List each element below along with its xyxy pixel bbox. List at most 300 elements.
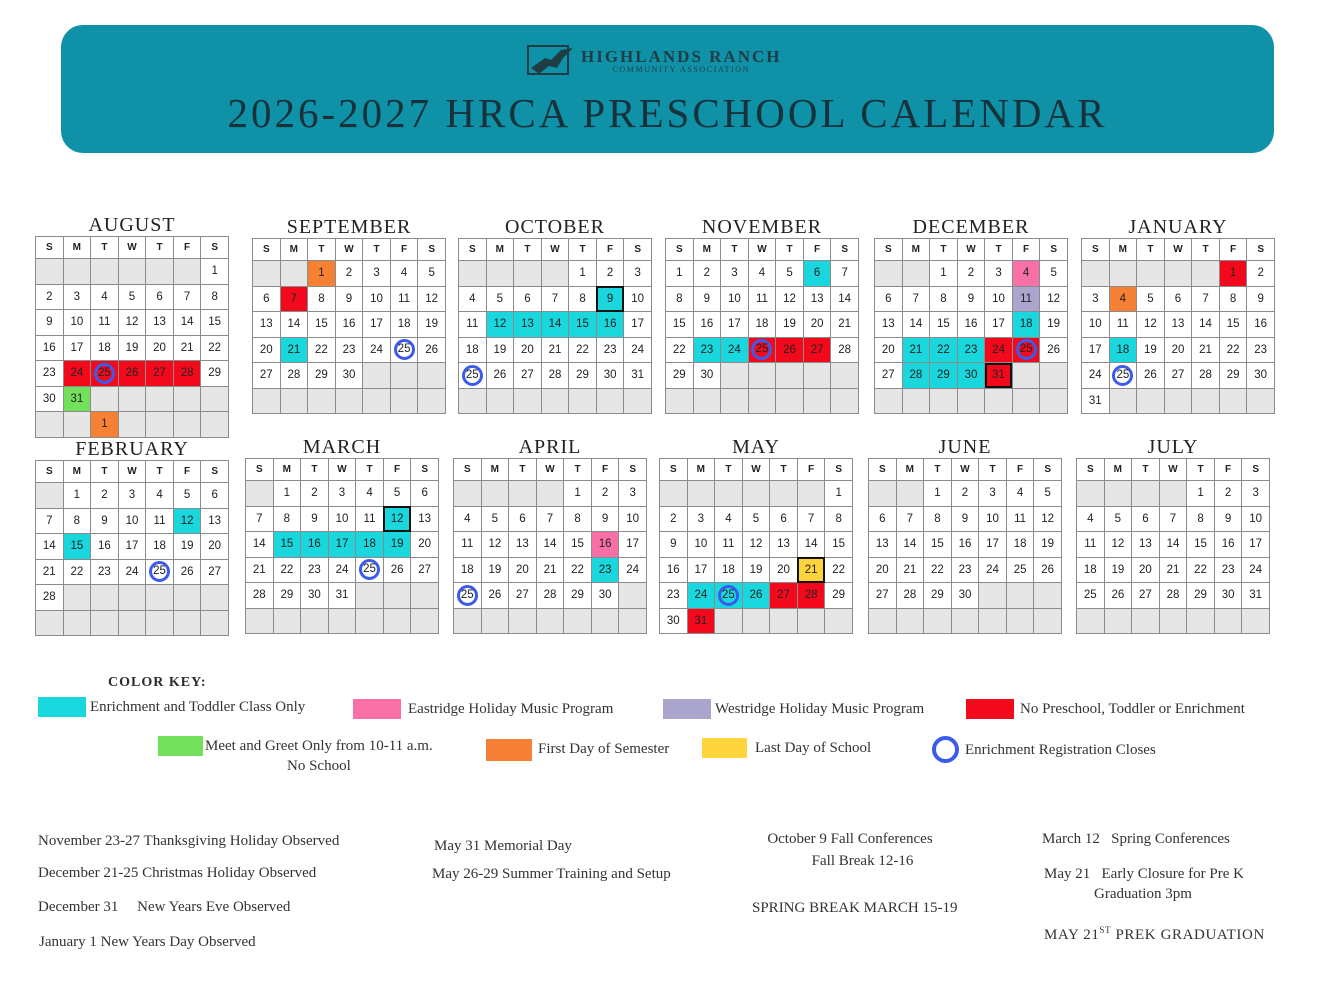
month-name: FEBRUARY: [75, 438, 189, 460]
note-early-closure: May 21 Early Closure for Pre K: [1044, 866, 1244, 882]
day-number: 21: [1166, 563, 1180, 576]
day-cell: [803, 337, 831, 363]
week-row: [875, 388, 1068, 414]
week-row: [36, 310, 229, 336]
empty-cell: [770, 481, 798, 507]
day-number: 23: [308, 563, 321, 576]
empty-cell: [721, 363, 749, 389]
day-number: 19: [1047, 318, 1061, 331]
day-cell: [748, 337, 776, 363]
day-cell: [273, 532, 301, 558]
day-cell: [1082, 337, 1110, 363]
note-fall-break: Fall Break 12-16: [811, 853, 914, 869]
week-row: [869, 481, 1062, 507]
day-cell: [666, 337, 694, 363]
note-prek-graduation-date: MAY 21: [1044, 927, 1100, 943]
empty-cell: [335, 388, 363, 414]
day-number: 20: [1139, 563, 1152, 576]
day-cell: [253, 363, 281, 389]
day-number: 29: [672, 369, 686, 382]
day-number: 22: [672, 343, 686, 356]
day-cell: [1242, 532, 1270, 558]
note-new-years-day: January 1 New Years Day Observed: [39, 934, 256, 950]
day-cell: [356, 506, 384, 532]
day-number: 16: [700, 318, 714, 331]
note-spring-break: SPRING BREAK MARCH 15-19: [752, 900, 958, 916]
empty-cell: [63, 412, 91, 438]
empty-cell: [173, 585, 201, 611]
day-cell: [770, 506, 798, 532]
empty-cell: [418, 388, 446, 414]
day-cell: [924, 532, 952, 558]
day-cell: [91, 508, 119, 534]
empty-cell: [514, 261, 542, 287]
day-number: 21: [543, 563, 557, 576]
day-number: 20: [1171, 343, 1185, 356]
day-cell: [63, 483, 91, 509]
day-number: 30: [42, 392, 56, 405]
day-cell: [63, 284, 91, 310]
day-number: 6: [519, 512, 526, 525]
month-name: AUGUST: [88, 214, 176, 236]
key-westridge: [663, 699, 924, 719]
weekday-header: S: [1040, 239, 1068, 261]
day-cell: [985, 363, 1013, 389]
day-cell: [63, 508, 91, 534]
day-number: 22: [937, 343, 950, 356]
empty-cell: [803, 388, 831, 414]
week-row: [454, 481, 647, 507]
day-number: 14: [42, 540, 56, 553]
day-cell: [541, 337, 569, 363]
day-cell: [91, 412, 119, 438]
note-fall-conferences: October 9 Fall Conferences: [767, 831, 933, 847]
weekday-header: M: [687, 459, 715, 481]
day-number: 13: [1171, 318, 1185, 331]
day-cell: [979, 532, 1007, 558]
day-cell: [91, 335, 119, 361]
day-number: 6: [263, 292, 270, 305]
day-cell: [118, 335, 146, 361]
day-cell: [564, 583, 592, 609]
day-number: 9: [670, 538, 677, 551]
week-row: [1077, 532, 1270, 558]
day-number: 31: [70, 392, 84, 405]
day-cell: [509, 506, 537, 532]
weekday-header: W: [1159, 459, 1187, 481]
weekday-header-row: [36, 461, 229, 483]
month-august: [35, 214, 229, 438]
day-number: 11: [398, 292, 411, 305]
day-number: 3: [373, 267, 380, 280]
day-cell: [454, 506, 482, 532]
empty-cell: [1104, 481, 1132, 507]
weekday-header: T: [91, 237, 119, 259]
day-cell: [335, 261, 363, 287]
day-cell: [1034, 481, 1062, 507]
day-number: 28: [1199, 369, 1212, 382]
day-cell: [715, 557, 743, 583]
weekday-header: F: [797, 459, 825, 481]
week-row: [660, 583, 853, 609]
day-number: 17: [986, 538, 999, 551]
day-cell: [246, 557, 274, 583]
day-number: 18: [397, 318, 411, 331]
day-cell: [36, 534, 64, 560]
week-row: [36, 483, 229, 509]
note-spring-conferences: March 12 Spring Conferences: [1042, 831, 1230, 847]
day-cell: [411, 557, 439, 583]
empty-cell: [118, 585, 146, 611]
empty-cell: [1159, 608, 1187, 634]
day-number: 11: [755, 292, 768, 305]
key-swatch: [158, 736, 203, 756]
day-number: 21: [287, 343, 301, 356]
weekday-header: S: [1077, 459, 1105, 481]
day-number: 2: [670, 512, 677, 525]
day-number: 26: [1144, 369, 1157, 382]
day-number: 8: [835, 512, 842, 525]
day-cell: [776, 286, 804, 312]
day-cell: [536, 532, 564, 558]
key-label: Last Day of School: [755, 740, 872, 756]
day-cell: [869, 583, 897, 609]
empty-cell: [624, 388, 652, 414]
weekday-header: F: [173, 461, 201, 483]
day-number: 4: [1087, 512, 1094, 525]
day-number: 23: [700, 343, 714, 356]
day-number: 18: [1019, 318, 1033, 331]
day-number: 12: [488, 538, 502, 551]
empty-cell: [1012, 388, 1040, 414]
day-cell: [1159, 532, 1187, 558]
day-cell: [356, 557, 384, 583]
day-number: 23: [1221, 563, 1235, 576]
day-cell: [797, 557, 825, 583]
day-cell: [390, 286, 418, 312]
day-cell: [979, 481, 1007, 507]
day-cell: [797, 506, 825, 532]
weekday-header: T: [770, 459, 798, 481]
day-number: 25: [1083, 589, 1097, 602]
empty-cell: [619, 608, 647, 634]
day-cell: [301, 583, 329, 609]
week-row: [253, 261, 446, 287]
empty-cell: [459, 388, 487, 414]
weekday-header: M: [63, 461, 91, 483]
empty-cell: [979, 583, 1007, 609]
day-cell: [201, 361, 229, 387]
key-swatch: [38, 697, 86, 717]
day-cell: [1219, 312, 1247, 338]
day-number: 13: [777, 538, 790, 551]
day-number: 4: [1119, 292, 1127, 305]
empty-cell: [328, 608, 356, 634]
day-cell: [687, 506, 715, 532]
day-number: 15: [672, 318, 686, 331]
day-number: 30: [1254, 369, 1268, 382]
day-cell: [721, 261, 749, 287]
day-cell: [481, 532, 509, 558]
month-april: [453, 436, 647, 634]
weekday-header: W: [1164, 239, 1192, 261]
day-number: 28: [903, 589, 917, 602]
day-number: 11: [153, 514, 166, 527]
day-number: 27: [881, 369, 895, 382]
day-number: 8: [574, 512, 581, 525]
weekday-header: T: [985, 239, 1013, 261]
empty-cell: [1034, 608, 1062, 634]
day-number: 3: [634, 267, 641, 280]
day-cell: [459, 337, 487, 363]
day-number: 24: [1088, 369, 1102, 382]
empty-cell: [486, 261, 514, 287]
day-cell: [173, 534, 201, 560]
day-cell: [797, 532, 825, 558]
day-number: 31: [335, 589, 349, 602]
week-row: [36, 259, 229, 285]
empty-cell: [1137, 261, 1165, 287]
empty-cell: [1164, 261, 1192, 287]
weekday-header: W: [957, 239, 985, 261]
day-cell: [356, 481, 384, 507]
key-label: Enrichment and Toddler Class Only: [90, 699, 306, 715]
key-label-line1: Meet and Greet Only from 10-11 a.m.: [205, 738, 433, 754]
empty-cell: [91, 259, 119, 285]
day-cell: [951, 532, 979, 558]
weekday-header: T: [1192, 239, 1220, 261]
day-number: 1: [934, 487, 941, 500]
day-cell: [1109, 312, 1137, 338]
day-cell: [985, 312, 1013, 338]
weekday-header: S: [246, 459, 274, 481]
day-number: 30: [1221, 589, 1235, 602]
day-number: 5: [1050, 267, 1057, 280]
empty-cell: [201, 412, 229, 438]
empty-cell: [1187, 608, 1215, 634]
empty-cell: [569, 388, 597, 414]
day-cell: [776, 312, 804, 338]
weekday-header: S: [201, 461, 229, 483]
month-table: [665, 238, 859, 414]
day-cell: [1132, 506, 1160, 532]
day-cell: [328, 506, 356, 532]
day-number: 17: [70, 341, 84, 354]
empty-cell: [356, 608, 384, 634]
day-number: 11: [461, 538, 474, 551]
empty-cell: [564, 608, 592, 634]
day-cell: [36, 284, 64, 310]
day-number: 3: [989, 487, 996, 500]
day-cell: [383, 481, 411, 507]
day-number: 19: [1144, 343, 1157, 356]
day-number: 30: [603, 369, 617, 382]
day-number: 18: [722, 563, 735, 576]
day-number: 14: [543, 538, 557, 551]
weekday-header: T: [1132, 459, 1160, 481]
empty-cell: [619, 583, 647, 609]
empty-cell: [280, 388, 308, 414]
day-number: 13: [259, 318, 273, 331]
registration-circle-icon: 25: [359, 559, 380, 580]
empty-cell: [91, 386, 119, 412]
day-cell: [454, 583, 482, 609]
day-cell: [596, 337, 624, 363]
day-number: 26: [1111, 589, 1125, 602]
day-number: 1: [318, 267, 325, 280]
empty-cell: [146, 259, 174, 285]
day-cell: [1159, 557, 1187, 583]
day-cell: [825, 532, 853, 558]
day-number: 26: [180, 565, 194, 578]
day-cell: [721, 312, 749, 338]
day-cell: [146, 483, 174, 509]
day-cell: [875, 337, 903, 363]
empty-cell: [63, 610, 91, 636]
day-cell: [1012, 337, 1040, 363]
empty-cell: [541, 261, 569, 287]
weekday-header: T: [776, 239, 804, 261]
day-cell: [591, 532, 619, 558]
month-september: [252, 216, 446, 414]
day-number: 3: [338, 487, 346, 500]
day-cell: [1219, 261, 1247, 287]
empty-cell: [383, 583, 411, 609]
day-number: 22: [931, 563, 944, 576]
day-cell: [383, 557, 411, 583]
day-cell: [118, 559, 146, 585]
day-number: 26: [425, 343, 439, 356]
weekday-header: W: [335, 239, 363, 261]
empty-cell: [825, 608, 853, 634]
week-row: [1082, 388, 1275, 414]
week-row: [246, 557, 439, 583]
day-cell: [91, 310, 119, 336]
empty-cell: [1040, 363, 1068, 389]
day-cell: [36, 310, 64, 336]
day-number: 1: [1197, 487, 1204, 500]
day-number: 9: [606, 292, 614, 305]
empty-cell: [390, 363, 418, 389]
day-cell: [569, 261, 597, 287]
empty-cell: [541, 388, 569, 414]
note-christmas: December 21-25 Christmas Holiday Observed: [38, 865, 317, 881]
day-number: 5: [1147, 292, 1154, 305]
day-number: 8: [211, 290, 218, 303]
day-cell: [591, 506, 619, 532]
weekday-header-row: [454, 459, 647, 481]
day-number: 9: [345, 292, 353, 305]
weekday-header: M: [896, 459, 924, 481]
empty-cell: [1159, 481, 1187, 507]
week-row: [454, 506, 647, 532]
day-number: 28: [804, 589, 818, 602]
empty-cell: [363, 363, 391, 389]
week-row: [253, 363, 446, 389]
empty-cell: [481, 481, 509, 507]
day-cell: [1040, 337, 1068, 363]
day-number: 16: [964, 318, 978, 331]
week-row: [253, 337, 446, 363]
empty-cell: [253, 388, 281, 414]
day-cell: [742, 583, 770, 609]
month-table: [245, 458, 439, 634]
weekday-header: M: [1104, 459, 1132, 481]
weekday-header: W: [118, 461, 146, 483]
day-cell: [253, 286, 281, 312]
day-cell: [930, 337, 958, 363]
month-table: [868, 458, 1062, 634]
empty-cell: [1077, 608, 1105, 634]
weekday-header: T: [308, 239, 336, 261]
note-prek-graduation-text: PREK GRADUATION: [1111, 927, 1265, 943]
day-number: 23: [964, 343, 978, 356]
day-cell: [383, 506, 411, 532]
day-number: 23: [98, 565, 111, 578]
empty-cell: [1192, 388, 1220, 414]
day-number: 16: [958, 538, 972, 551]
weekday-header: T: [1137, 239, 1165, 261]
day-number: 25: [1013, 563, 1027, 576]
day-number: 7: [807, 512, 815, 525]
day-number: 21: [838, 318, 852, 331]
day-number: 20: [875, 563, 889, 576]
empty-cell: [383, 608, 411, 634]
week-row: [36, 361, 229, 387]
day-cell: [825, 583, 853, 609]
month-name: SEPTEMBER: [286, 216, 412, 238]
day-number: 10: [992, 292, 1005, 305]
day-cell: [173, 284, 201, 310]
day-cell: [280, 286, 308, 312]
day-cell: [1132, 532, 1160, 558]
day-cell: [1104, 532, 1132, 558]
note-memorial-day: May 31 Memorial Day: [434, 838, 572, 854]
empty-cell: [481, 608, 509, 634]
day-cell: [1164, 363, 1192, 389]
empty-cell: [411, 583, 439, 609]
day-cell: [118, 284, 146, 310]
empty-cell: [930, 388, 958, 414]
day-cell: [924, 481, 952, 507]
day-number: 13: [1139, 538, 1152, 551]
day-number: 15: [70, 540, 84, 553]
day-number: 20: [777, 563, 790, 576]
empty-cell: [742, 481, 770, 507]
empty-cell: [173, 386, 201, 412]
day-cell: [1034, 506, 1062, 532]
day-cell: [985, 261, 1013, 287]
weekday-header: T: [924, 459, 952, 481]
day-cell: [481, 506, 509, 532]
day-number: 27: [208, 565, 222, 578]
day-cell: [569, 312, 597, 338]
day-cell: [1187, 506, 1215, 532]
day-cell: [201, 483, 229, 509]
week-row: [875, 363, 1068, 389]
day-cell: [36, 335, 64, 361]
month-february: [35, 438, 229, 636]
day-number: 5: [786, 267, 793, 280]
day-number: 3: [1252, 487, 1259, 500]
weekday-header: T: [715, 459, 743, 481]
month-name: MARCH: [302, 436, 382, 458]
empty-cell: [356, 583, 384, 609]
empty-cell: [596, 388, 624, 414]
day-cell: [454, 557, 482, 583]
hrca-logo: [527, 44, 782, 78]
day-cell: [1192, 337, 1220, 363]
